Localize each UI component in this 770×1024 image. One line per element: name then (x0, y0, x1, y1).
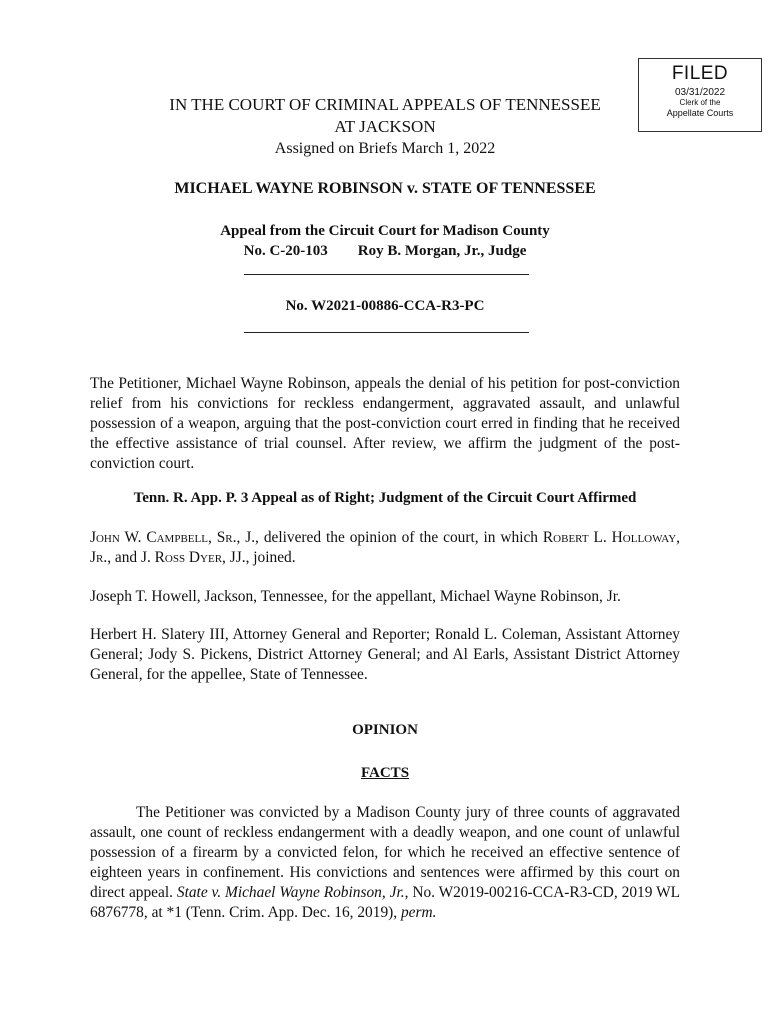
appellate-courts-line: Appellate Courts (666, 108, 734, 118)
authors-text-1: , J., delivered the opinion of the court, in which (236, 529, 543, 546)
joining-judge-1: Robert L. Holloway, Jr. (90, 529, 680, 566)
perm-text: perm. (400, 904, 437, 921)
trial-case-number: No. C-20-103 (243, 243, 328, 259)
opinion-heading: OPINION (352, 722, 418, 738)
filed-label: FILED (671, 63, 729, 84)
summary-text: The Petitioner, Michael Wayne Robinson, appeals the denial of his petition for post-conviction relief from his convictions for reckless endangerment, aggravated assault, and unlawful possession of a weapon, arguing that the post-conviction court erred in finding that he received the effective assistance of trial counsel. After review, we affirm the judgment of the post-conviction court. (90, 375, 680, 472)
facts-text-2: , No. W2019-00216-CCA-R3-CD, 2019 WL 6876778, at *1 (Tenn. Crim. App. Dec. 16, 2019), (90, 884, 680, 921)
authors-text-2: , and (107, 549, 141, 566)
summary-paragraph (90, 374, 680, 474)
divider-bottom (244, 332, 529, 333)
facts-paragraph (90, 803, 680, 923)
trial-judge: Roy B. Morgan, Jr., Judge (357, 243, 527, 259)
holding-line: Tenn. R. App. P. 3 Appeal as of Right; Judgment of the Circuit Court Affirmed (133, 490, 637, 506)
appellee-counsel (90, 625, 680, 685)
appellee-counsel-text: Herbert H. Slatery III, Attorney General and Reporter; Ronald L. Coleman, Assistant Attorney General; Jody S. Pickens, District Attorney General; and Al Earls, Assistant District Attorney General, for the appellee, State of Tennessee. (90, 626, 680, 683)
author-name: John W. Campbell, Sr. (90, 529, 237, 546)
appeal-info (0, 221, 770, 261)
facts-text-1: The Petitioner was convicted by a Madison County jury of three counts of aggravated assault, one count of reckless endangerment with a deadly weapon, and one count of unlawful possession of a firearm by a convicted felon, for which he received an effective sentence of eighteen years in confinement. His convictions and sentences were affirmed by this court on direct appeal. (90, 804, 680, 901)
divider-top (244, 274, 529, 275)
joining-judge-2: J. Ross Dyer (140, 549, 223, 566)
authors-paragraph (90, 528, 680, 568)
authors-text-3: , JJ., joined. (222, 549, 296, 566)
appellant-counsel (90, 587, 680, 607)
docket-number: No. W2021-00886-CCA-R3-PC (285, 298, 485, 314)
assigned-date: Assigned on Briefs March 1, 2022 (274, 140, 496, 157)
appeal-from: Appeal from the Circuit Court for Madison County (220, 223, 550, 239)
case-caption: MICHAEL WAYNE ROBINSON v. STATE OF TENNESSEE (174, 180, 596, 197)
appellant-counsel-text: Joseph T. Howell, Jackson, Tennessee, for the appellant, Michael Wayne Robinson, Jr. (90, 588, 621, 605)
case-number-judge (0, 241, 770, 261)
clerk-line: Clerk of the (679, 98, 721, 107)
court-heading (0, 94, 770, 138)
filed-date: 03/31/2022 (674, 87, 726, 98)
court-name: IN THE COURT OF CRIMINAL APPEALS OF TENNESSEE (169, 95, 601, 114)
facts-heading: FACTS (360, 765, 410, 781)
court-location: AT JACKSON (334, 117, 436, 136)
case-citation-name: State v. Michael Wayne Robinson, Jr. (176, 884, 405, 901)
